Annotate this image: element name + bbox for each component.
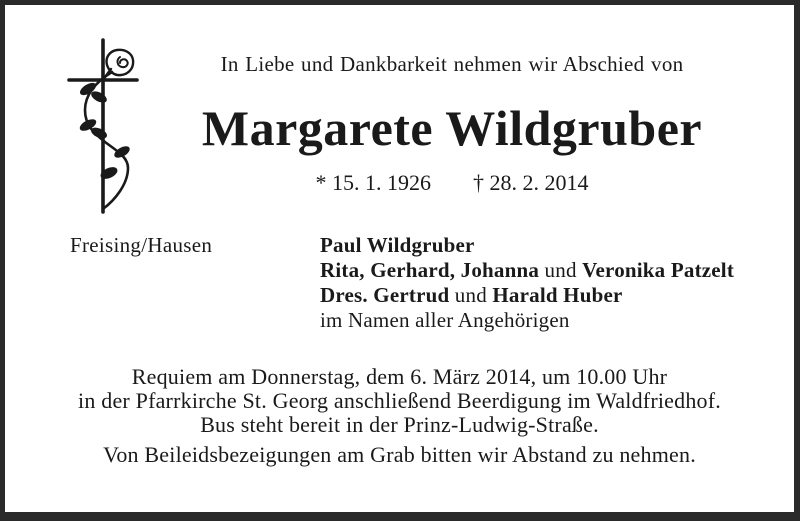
deceased-name: Margarete Wildgruber <box>201 100 703 156</box>
service-line: Bus steht bereit in der Prinz-Ludwig-Straße. <box>200 412 599 437</box>
mourner-line: Rita, Gerhard, Johanna und Veronika Patzelt <box>320 258 735 282</box>
mourners-list <box>320 233 734 333</box>
birth-date: * 15. 1. 1926 <box>315 170 431 195</box>
place-name: Freising/Hausen <box>70 233 213 257</box>
condolence-note: Von Beileidsbezeigungen am Grab bitten wir Abstand zu nehmen. <box>103 442 696 467</box>
service-line: in der Pfarrkirche St. Georg anschließend Beerdigung im Waldfriedhof. <box>78 388 721 413</box>
mourner-line: Dres. Gertrud und Harald Huber <box>320 283 623 307</box>
opening-line: In Liebe und Dankbarkeit nehmen wir Abschied von <box>220 52 684 76</box>
mourner-line: im Namen aller Angehörigen <box>320 308 570 332</box>
death-date: † 28. 2. 2014 <box>473 170 589 195</box>
service-info <box>5 365 794 437</box>
service-line: Requiem am Donnerstag, dem 6. März 2014, um 10.00 Uhr <box>131 364 668 389</box>
life-dates <box>110 170 794 196</box>
mourner-line: Paul Wildgruber <box>320 233 475 257</box>
